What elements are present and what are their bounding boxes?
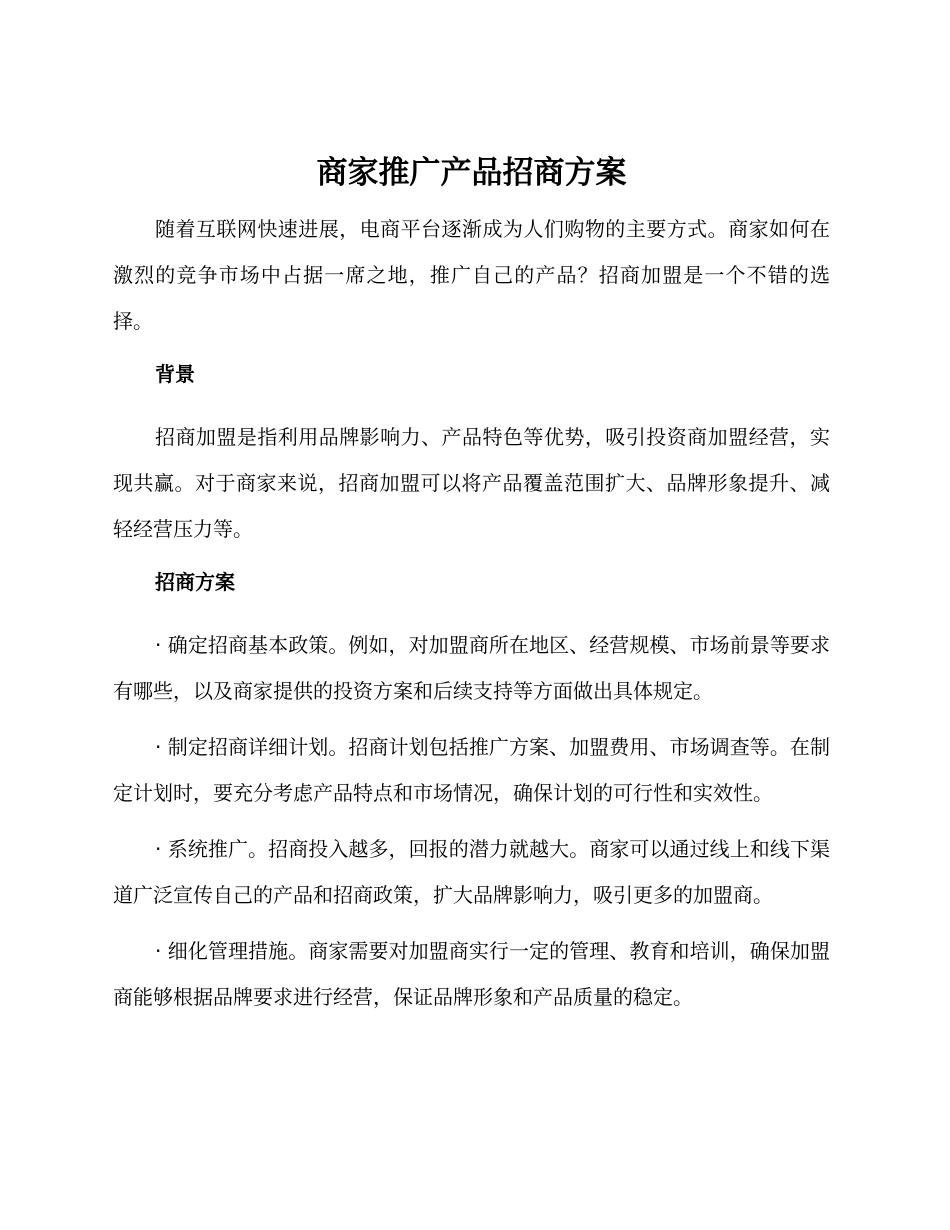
document-title: 商家推广产品招商方案 <box>316 155 627 191</box>
plan-item-management: · 细化管理措施。商家需要对加盟商实行一定的管理、教育和培训，确保加盟商能够根据品牌要求进行经营，保证品牌形象和产品质量的稳定。 <box>113 939 830 1009</box>
section-background <box>113 356 830 552</box>
section-heading-background: 背景 <box>155 362 195 386</box>
section-heading-plan: 招商方案 <box>155 570 235 594</box>
plan-item-schedule: · 制定招商详细计划。招商计划包括推广方案、加盟费用、市场调查等。在制定计划时，要充分考虑产品特点和市场情况，确保计划的可行性和实效性。 <box>113 735 830 805</box>
plan-item-policy: · 确定招商基本政策。例如，对加盟商所在地区、经营规模、市场前景等要求有哪些，以及商家提供的投资方案和后续支持等方面做出具体规定。 <box>113 633 830 703</box>
plan-item-promotion: · 系统推广。招商投入越多，回报的潜力就越大。商家可以通过线上和线下渠道广泛宣传自己的产品和招商政策，扩大品牌影响力，吸引更多的加盟商。 <box>113 837 830 907</box>
intro-paragraph: 随着互联网快速进展，电商平台逐渐成为人们购物的主要方式。商家如何在激烈的竞争市场中占据一席之地，推广自己的产品？招商加盟是一个不错的选择。 <box>113 217 830 333</box>
section-plan <box>113 564 830 1020</box>
background-paragraph: 招商加盟是指利用品牌影响力、产品特色等优势，吸引投资商加盟经营，实现共赢。对于商家来说，招商加盟可以将产品覆盖范围扩大、品牌形象提升、减轻经营压力等。 <box>113 425 830 541</box>
